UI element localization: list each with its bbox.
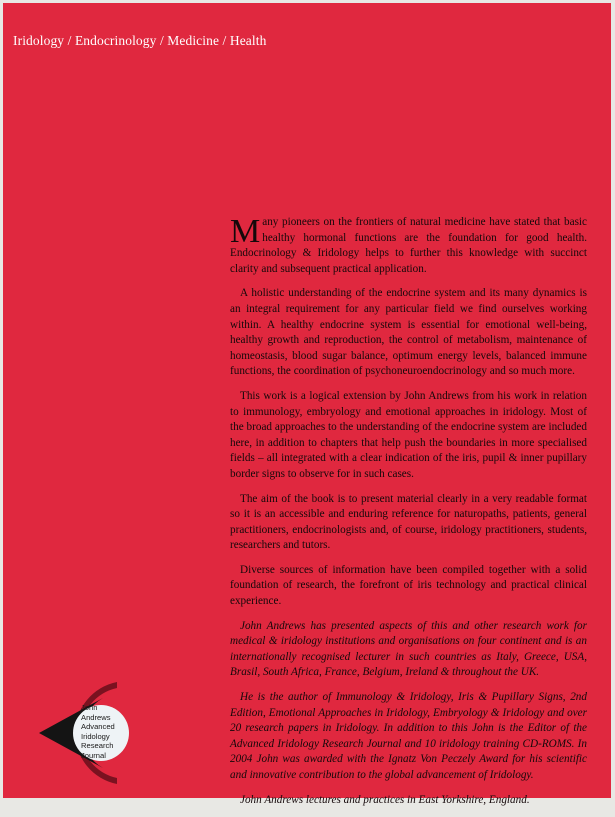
category-line: Iridology / Endocrinology / Medicine / Health bbox=[13, 33, 267, 48]
author-location: John Andrews lectures and practices in East Yorkshire, England. bbox=[240, 793, 530, 806]
blurb-paragraph-2: A holistic understanding of the endocrine system and its many dynamics is an integral requirement for any particular field we find ourselves working within. A healthy endocrine system is essential for emotional well-being, healthy growth and reproduction, the control of metabolism, maintenance of homeostasis, blood sugar balance, optimum energy levels, balanced immune functions, the coordination of psychoneuroendocrinology and so much more. bbox=[230, 287, 587, 378]
author-bio-paragraph-1: John Andrews has presented aspects of this and other research work for medical & iridology institutions and organisations on four continent and is an internationally recognised lecturer in such countries as Italy, Greece, USA, Brasil, South Africa, France, Belgium, Ireland & throughout the UK. bbox=[230, 619, 587, 679]
publisher-logo bbox=[33, 678, 123, 788]
author-bio-paragraph-2: He is the author of Immunology & Iridology, Iris & Pupillary Signs, 2nd Edition, Emotional Approaches in Iridology, Embryology & Iridology and over 20 research papers in Iridology. In addition to this John is the Editor of the Advanced Iridology Research Journal and 10 iridology training CD-ROMS. In 2004 John was awarded with the Ignatz Von Peczely Award for his scientific and innovative contribution to the global advancement of Iridology. bbox=[230, 691, 587, 781]
drop-cap: M bbox=[230, 213, 261, 250]
logo-text: John Andrews Advanced Iridology Research Journal bbox=[81, 703, 115, 760]
blurb-paragraph-5: Diverse sources of information have been compiled together with a solid foundation of research, the forefront of iris technology and practical clinical experience. bbox=[230, 563, 587, 608]
blurb-paragraph-3: This work is a logical extension by John Andrews from his work in relation to immunology, embryology and emotional approaches in iridology. Most of the broad approaches to the understanding of the endocrine system are included here, in addition to chapters that help push the boundaries in more specialised fields – all integrated with a clear indication of the iris, pupil & inner pupillary border signs to observe for in such cases. bbox=[230, 389, 587, 480]
back-cover-blurb bbox=[230, 215, 587, 817]
blurb-paragraph-1: Many pioneers on the frontiers of natural medicine have stated that basic healthy hormonal functions are the foundation for good health. Endocrinology & Iridology helps to further this knowledge with succinct clarity and subsequent practical application. bbox=[230, 213, 587, 275]
blurb-paragraph-4: The aim of the book is to present material clearly in a very readable format so it is an accessible and enduring reference for naturopaths, patients, general practitioners, endocrinologists and, of course, iridology practitioners, students, researchers and tutors. bbox=[230, 492, 587, 552]
back-cover bbox=[3, 3, 611, 806]
